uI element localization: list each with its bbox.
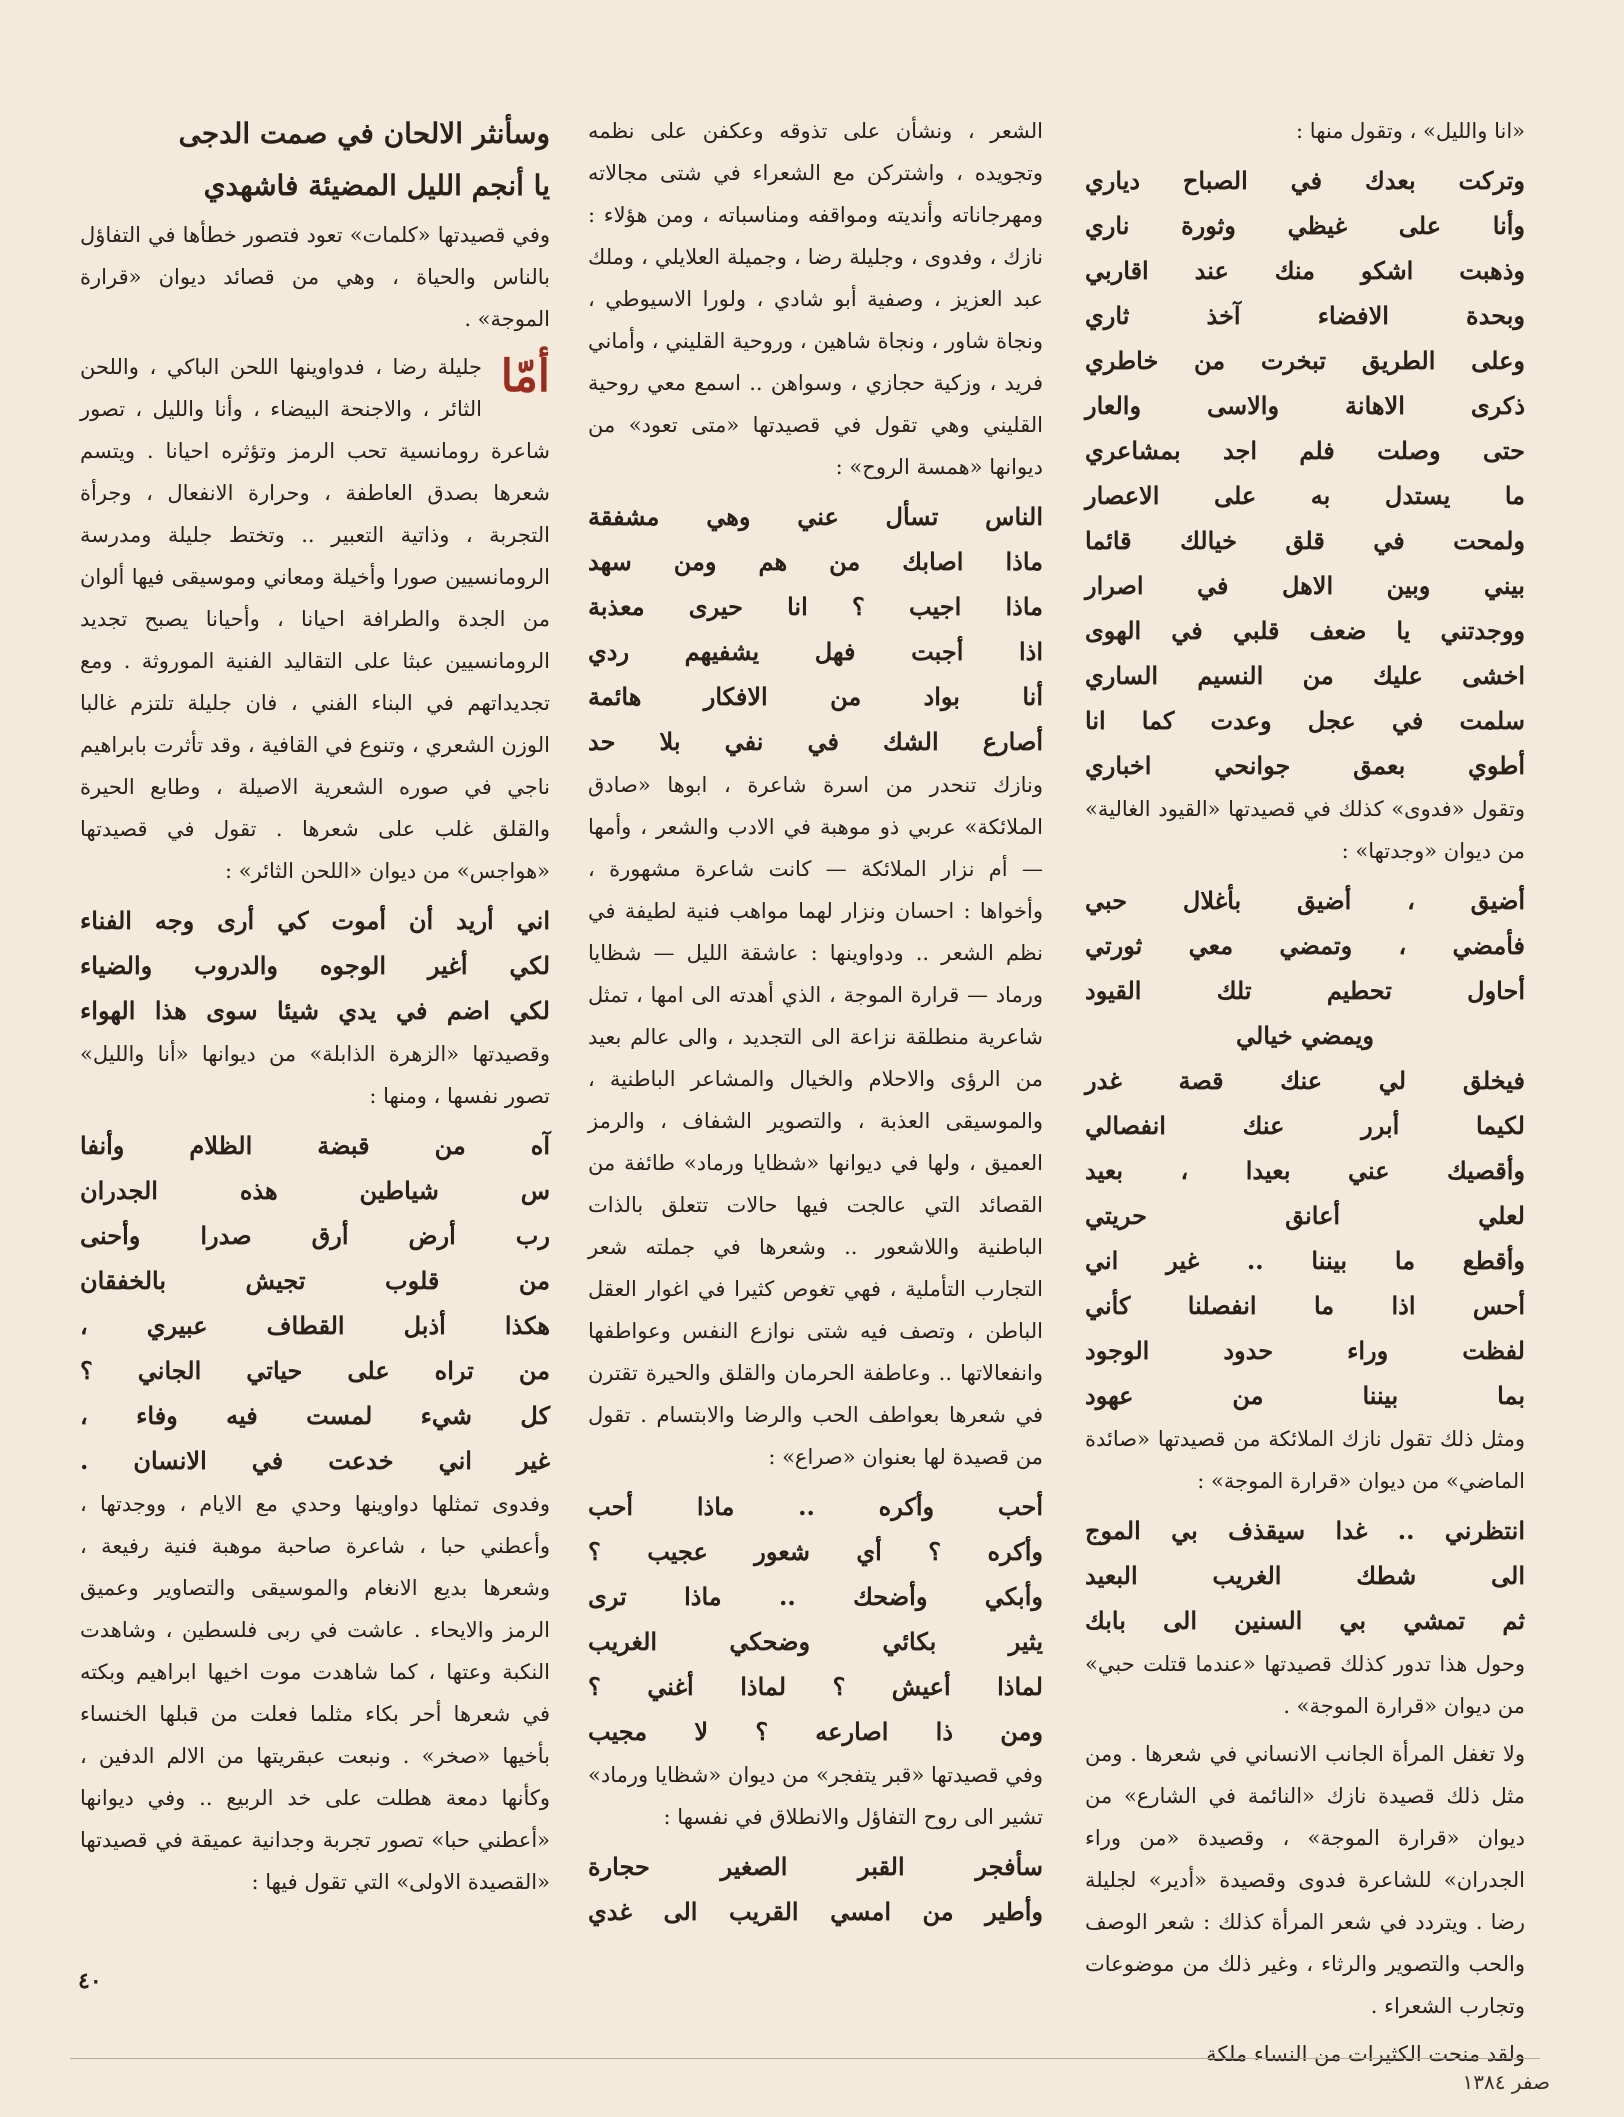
verse-line: لماذا أعيش ؟ لماذا أغني ؟ xyxy=(588,1672,1043,1701)
paragraph xyxy=(80,346,550,892)
footer-rule xyxy=(70,2058,1540,2059)
verse-line: أحب وأكره .. ماذا أحب xyxy=(588,1492,1043,1521)
verse-line: أحس اذا ما انفصلنا كأني xyxy=(1085,1291,1525,1320)
verse-line: اخشى عليك من النسيم الساري xyxy=(1085,661,1525,690)
verse-line: ووجدتني يا ضعف قلبي في الهوى xyxy=(1085,616,1525,645)
verse-line: سأفجر القبر الصغير حجارة xyxy=(588,1852,1043,1881)
verse-line: بيني وبين الاهل في اصرار xyxy=(1085,571,1525,600)
paragraph: ولقد منحت الكثيرات من النساء ملكة xyxy=(1206,2042,1525,2066)
verse-line: غير اني خدعت في الانسان . xyxy=(80,1446,550,1475)
verse-line: ويمضي خيالي xyxy=(1235,1021,1375,1050)
verse-line: وأكره ؟ أي شعور عجيب ؟ xyxy=(588,1537,1043,1566)
verse-line: الناس تسأل عني وهي مشفقة xyxy=(588,502,1043,531)
page-number: ٤٠ xyxy=(78,1968,102,1994)
verse-line: أصارع الشك في نفي بلا حد xyxy=(588,727,1043,756)
verse-line: لعلي أعانق حريتي xyxy=(1085,1201,1525,1230)
verse-line: ماذا اصابك من هم ومن سهد xyxy=(588,547,1043,576)
verse-line: اني أريد أن أموت كي أرى وجه الفناء xyxy=(80,906,550,935)
verse-line: سلمت في عجل وعدت كما انا xyxy=(1085,706,1525,735)
verse-line: لكي أغير الوجوه والدروب والضياء xyxy=(80,951,550,980)
verse-line: فأمضي ، وتمضي معي ثورتي xyxy=(1085,931,1525,960)
paragraph: وتقول «فدوى» كذلك في قصيدتها «القيود الغالية» من ديوان «وجدتها» : xyxy=(1085,797,1525,863)
verse-line: رب أرض أرق صدرا وأحنى xyxy=(80,1221,550,1250)
verse-line: أنا بواد من الافكار هائمة xyxy=(588,682,1043,711)
paragraph-text: جليلة رضا ، فدواوينها اللحن الباكي ، واللحن الثائر ، والاجنحة البيضاء ، وأنا والليل ، تصور شاعرة رومانسية تحب الرمز وتؤثره احيانا . ويتسم شعرها بصدق العاطفة ، وحرارة الانفعال ، وجرأة التجربة ، وذاتية التعبير .. وتختط جليلة ومدرسة الرومانسيين صورا وأخيلة ومعاني وموسيقى فيها ألوان من الجدة والطرافة احيانا ، وأحيانا يصبح تجديد الرومانسيين عبثا على التقاليد الفنية الموروثة . ومع تجديداتهم في البناء الفني ، فان جليلة تلتزم غالبا الوزن الشعري ، وتنوع في القافية ، وقد تأثرت بابراهيم ناجي في صوره الشعرية الاصيلة ، وطابع الحيرة والقلق غلب على شعرها . تقول في قصيدتها «هواجس» من ديوان «اللحن الثائر» : xyxy=(80,355,550,883)
verse-line: ثم تمشي بي السنين الى بابك xyxy=(1085,1606,1525,1635)
verse-line: كل شيء لمست فيه وفاء ، xyxy=(80,1401,550,1430)
verse-line: وذهبت اشكو منك عند اقاربي xyxy=(1085,256,1525,285)
verse-line: وأقطع ما بيننا .. غير اني xyxy=(1085,1246,1525,1275)
paragraph: الشعر ، ونشأن على تذوقه وعكفن على نظمه وتجويده ، واشتركن مع الشعراء في شتى مجالاته ومهرجاناته وأنديته ومواقفه ومناسباته ، ومن هؤلاء : نازك ، وفدوى ، وجليلة رضا ، وجميلة العلايلي ، وملك عبد العزيز ، وصفية أبو شادي ، ولورا الاسيوطي ، ونجاة شاور ، ونجاة شاهين ، وروحية القليني ، وأماني فريد ، وزكية حجازي ، وسواهن .. اسمع معي روحية القليني وهي تقول في قصيدتها «متى تعود» من ديوانها «همسة الروح» : xyxy=(588,119,1043,479)
verse-line: حتى وصلت فلم اجد بمشاعري xyxy=(1085,436,1525,465)
verse-line: يثير بكائي وضحكي الغريب xyxy=(588,1627,1043,1656)
verse-line: ومن ذا اصارعه ؟ لا مجيب xyxy=(588,1717,1043,1746)
paragraph: وحول هذا تدور كذلك قصيدتها «عندما قتلت حبي» من ديوان «قرارة الموجة» . xyxy=(1085,1652,1525,1718)
verse-line: فيخلق لي عنك قصة غدر xyxy=(1085,1066,1525,1095)
footer-date: صفر ١٣٨٤ xyxy=(1462,2070,1550,2094)
paragraph: وفي قصيدتها «كلمات» تعود فتصور خطأها في التفاؤل بالناس والحياة ، وهي من قصائد ديوان «قرارة الموجة» . xyxy=(80,223,550,331)
verse-line: من قلوب تجيش بالخفقان xyxy=(80,1266,550,1295)
verse-line: هكذا أذبل القطاف عبيري ، xyxy=(80,1311,550,1340)
paragraph: ونازك تنحدر من اسرة شاعرة ، ابوها «صادق الملائكة» عربي ذو موهبة في الادب والشعر ، وأمها — أم نزار الملائكة — كانت شاعرة مشهورة ، وأخواها : احسان ونزار لهما مواهب فنية لطيفة في نظم الشعر .. ودواوينها : عاشقة الليل — شظايا ورماد — قرارة الموجة ، الذي أهدته الى امها ، تمثل شاعرية منطلقة نزاعة الى التجديد ، والى عالم بعيد من الرؤى والاحلام والخيال والمشاعر الباطنية ، والموسيقى العذبة ، والتصوير الشفاف ، والرمز العميق ، ولها في ديوانها «شظايا ورماد» طائفة من القصائد التي عالجت فيها حالات تتعلق بالذات الباطنية واللاشعور .. وشعرها في جملته شعر التجارب التأملية ، فهي تغوص كثيرا في اغوار العقل الباطن ، وتصف فيه شتى نوازع النفس وعواطفها وانفعالاتها .. وعاطفة الحرمان والقلق والحيرة تقترن في شعرها بعواطف الحب والرضا والابتسام . تقول من قصيدة لها بعنوان «صراع» : xyxy=(588,773,1043,1469)
verse-line: آه من قبضة الظلام وأنفا xyxy=(80,1131,550,1160)
paragraph: «انا والليل» ، وتقول منها : xyxy=(1296,119,1525,143)
ornamental-initial: أمّا xyxy=(500,351,550,402)
verse-line: أضيق ، أضيق بأغلال حبي xyxy=(1085,886,1525,915)
verse-line: ما يستدل به على الاعصار xyxy=(1085,481,1525,510)
column-left xyxy=(80,110,550,2030)
heading-verse: يا أنجم الليل المضيئة فاشهدي xyxy=(203,169,550,202)
heading-verse: وسأنثر الالحان في صمت الدجى xyxy=(178,117,550,150)
verse-line: وبحدة الافضاء آخذ ثاري xyxy=(1085,301,1525,330)
verse-line: بما بيننا من عهود xyxy=(1085,1381,1525,1410)
verse-line: اذا أجبت فهل يشفيهم ردي xyxy=(588,637,1043,666)
verse-line: وأطير من امسي القريب الى غدي xyxy=(588,1897,1043,1926)
verse-line: س شياطين هذه الجدران xyxy=(80,1176,550,1205)
verse-line: وأبكي وأضحك .. ماذا ترى xyxy=(588,1582,1043,1611)
verse-line: وأقصيك عني بعيدا ، بعيد xyxy=(1085,1156,1525,1185)
verse-line: لفظت وراء حدود الوجود xyxy=(1085,1336,1525,1365)
verse-line: ولمحت في قلق خيالك قائما xyxy=(1085,526,1525,555)
verse-line: ذكرى الاهانة والاسى والعار xyxy=(1085,391,1525,420)
verse-line: انتظرني .. غدا سيقذف بي الموج xyxy=(1085,1516,1525,1545)
verse-line: ماذا اجيب ؟ انا حيرى معذبة xyxy=(588,592,1043,621)
verse-line: وتركت بعدك في الصباح دياري xyxy=(1085,166,1525,195)
paragraph: ومثل ذلك تقول نازك الملائكة من قصيدتها «صائدة الماضي» من ديوان «قرارة الموجة» : xyxy=(1085,1427,1525,1493)
paragraph: وقصيدتها «الزهرة الذابلة» من ديوانها «أنا والليل» تصور نفسها ، ومنها : xyxy=(80,1042,550,1108)
verse-line: أطوي بعمق جوانحي اخباري xyxy=(1085,751,1525,780)
verse-line: لكي اضم في يدي شيئا سوى هذا الهواء xyxy=(80,996,550,1025)
verse-line: لكيما أبرر عنك انفصالي xyxy=(1085,1111,1525,1140)
column-right xyxy=(1085,110,1525,2066)
verse-line: من تراه على حياتي الجاني ؟ xyxy=(80,1356,550,1385)
verse-line: وعلى الطريق تبخرت من خاطري xyxy=(1085,346,1525,375)
verse-line: الى شطك الغريب البعيد xyxy=(1085,1561,1525,1590)
verse-line: أحاول تحطيم تلك القيود xyxy=(1085,976,1525,1005)
paragraph: وفدوى تمثلها دواوينها وحدي مع الايام ، ووجدتها ، وأعطني حبا ، شاعرة صاحبة موهبة فنية رفيعة ، وشعرها بديع الانغام والموسيقى والتصاوير وعميق الرمز والايحاء . عاشت في ربى فلسطين ، وشاهدت النكبة وعتها ، كما شاهدت موت اخيها ابراهيم وبكته في شعرها أحر بكاء مثلما فعلت من قبلها الخنساء بأخيها «صخر» . ونبعت عبقريتها من الالم الدفين ، وكأنها دمعة هطلت على خد الربيع .. وفي ديوانها «أعطني حبا» تصور تجربة وجدانية عميقة في قصيدتها «القصيدة الاولى» التي تقول فيها : xyxy=(80,1492,550,1894)
paragraph: وفي قصيدتها «قبر يتفجر» من ديوان «شظايا ورماد» تشير الى روح التفاؤل والانطلاق في نفسها : xyxy=(588,1763,1043,1829)
paragraph: ولا تغفل المرأة الجانب الانساني في شعرها . ومن مثل ذلك قصيدة نازك «النائمة في الشارع» من ديوان «قرارة الموجة» ، وقصيدة «من وراء الجدران» للشاعرة فدوى وقصيدة «أدير» لجليلة رضا . ويتردد في شعر المرأة كذلك : شعر الوصف والحب والتصوير والرثاء ، وغير ذلك من موضوعات وتجارب الشعراء . xyxy=(1085,1742,1525,2018)
verse-line: وأنا على غيظي وثورة ناري xyxy=(1085,211,1525,240)
column-middle xyxy=(588,110,1043,2030)
